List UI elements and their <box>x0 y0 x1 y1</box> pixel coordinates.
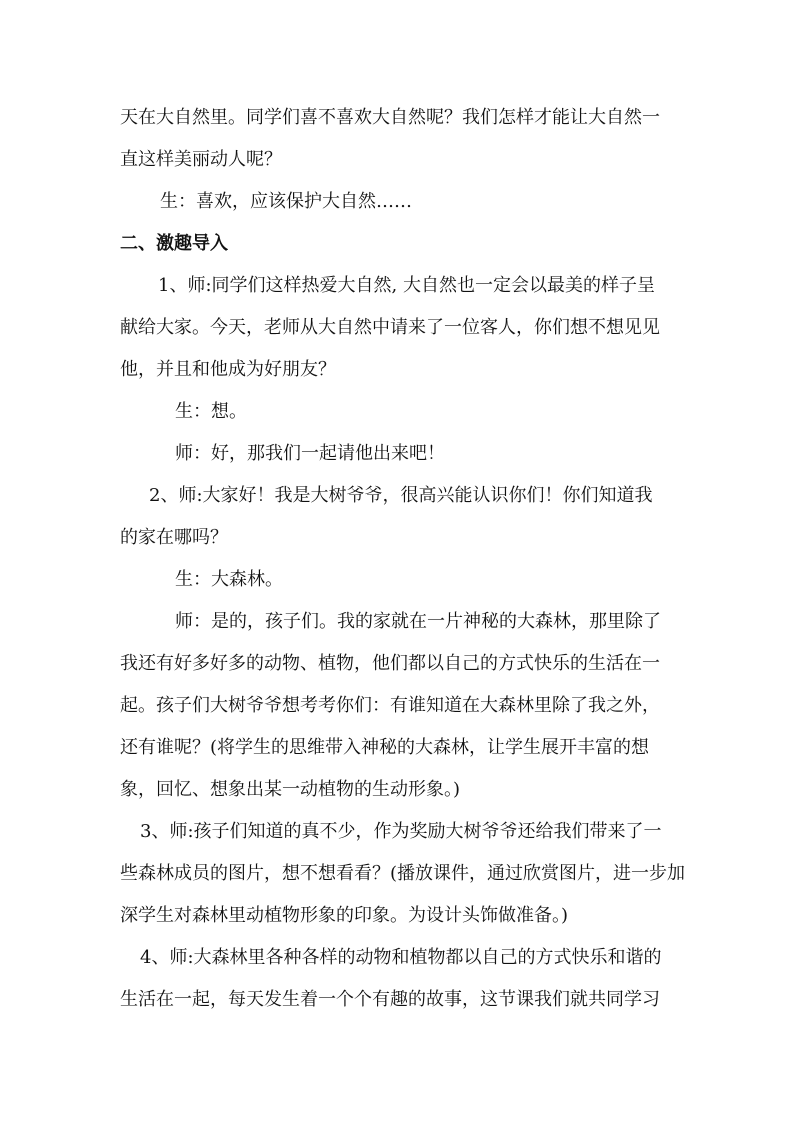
text-line: 些森林成员的图片，想不想看看？(播放课件，通过欣赏图片，进一步加 <box>120 863 686 884</box>
section-heading: 二、激趣导入 <box>120 233 228 254</box>
text-line: 师：是的，孩子们。我的家就在一片神秘的大森林，那里除了 <box>175 611 661 632</box>
text-line: 他，并且和他成为好朋友？ <box>120 359 336 380</box>
text-line: 2、师:大家好！我是大树爷爷，很高兴能认识你们！你们知道我 <box>149 485 653 506</box>
text-line: 我还有好多好多的动物、植物，他们都以自己的方式快乐的生活在一 <box>120 653 660 674</box>
text-line: 4、师:大森林里各种各样的动物和植物都以自己的方式快乐和谐的 <box>140 947 662 968</box>
text-line: 的家在哪吗？ <box>120 527 228 548</box>
text-line: 天在大自然里。同学们喜不喜欢大自然呢？我们怎样才能让大自然一 <box>120 107 660 128</box>
text-line: 象，回忆、想象出某一动植物的生动形象。) <box>120 779 461 800</box>
text-line: 3、师:孩子们知道的真不少，作为奖励大树爷爷还给我们带来了一 <box>140 821 662 842</box>
text-line: 深学生对森林里动植物形象的印象。为设计头饰做准备。) <box>120 905 569 926</box>
text-line: 还有谁呢？(将学生的思维带入神秘的大森林，让学生展开丰富的想 <box>120 737 650 758</box>
text-line: 生活在一起，每天发生着一个个有趣的故事，这节课我们就共同学习 <box>120 989 660 1010</box>
text-line: 生：大森林。 <box>175 569 283 590</box>
text-line: 献给大家。今天，老师从大自然中请来了一位客人，你们想不想见见 <box>120 317 660 338</box>
text-line: 起。孩子们大树爷爷想考考你们：有谁知道在大森林里除了我之外， <box>120 695 660 716</box>
text-line: 1、师:同学们这样热爱大自然, 大自然也一定会以最美的样子呈 <box>158 275 655 296</box>
text-line: 直这样美丽动人呢？ <box>120 149 282 170</box>
text-line: 师：好，那我们一起请他出来吧！ <box>175 443 445 464</box>
text-line: 生：想。 <box>175 401 247 422</box>
text-line: 生：喜欢，应该保护大自然…… <box>160 191 412 212</box>
